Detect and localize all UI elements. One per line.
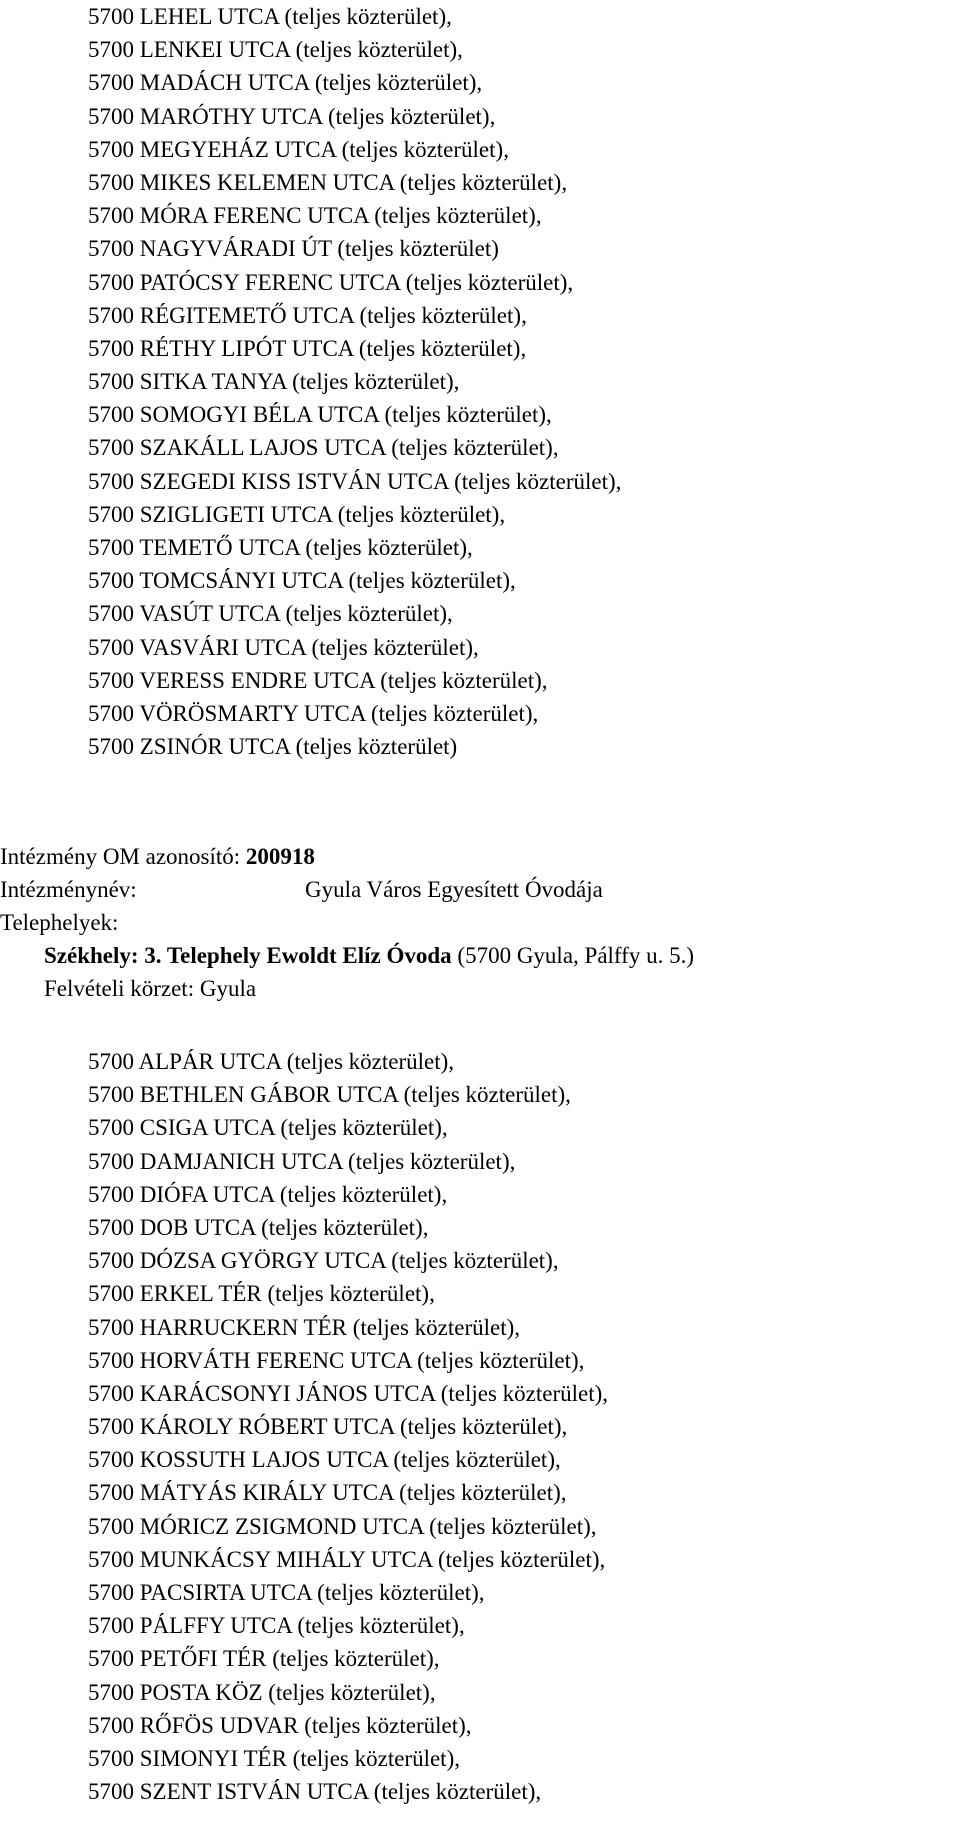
street-list-item: 5700 PÁLFFY UTCA (teljes közterület), <box>88 1613 465 1639</box>
om-id-row <box>0 840 960 873</box>
street-list-item: 5700 TEMETŐ UTCA (teljes közterület), <box>88 535 473 560</box>
street-list-item: 5700 DOB UTCA (teljes közterület), <box>88 1214 429 1240</box>
street-list-item: 5700 HARRUCKERN TÉR (teljes közterület), <box>88 1314 521 1340</box>
street-list-item: 5700 DIÓFA UTCA (teljes közterület), <box>88 1181 448 1207</box>
street-list-item: 5700 DÓZSA GYÖRGY UTCA (teljes közterület), <box>88 1248 559 1274</box>
street-list-item: 5700 RÉTHY LIPÓT UTCA (teljes közterület), <box>88 335 527 361</box>
street-list-item: 5700 BETHLEN GÁBOR UTCA (teljes közterület), <box>88 1082 571 1108</box>
street-list-item: 5700 MARÓTHY UTCA (teljes közterület), <box>88 103 496 129</box>
street-list-item: 5700 MUNKÁCSY MIHÁLY UTCA (teljes közterület), <box>88 1546 606 1572</box>
street-list-item: 5700 MÓRA FERENC UTCA (teljes közterület), <box>88 203 542 229</box>
street-list-item: 5700 VERESS ENDRE UTCA (teljes közterület), <box>88 667 548 693</box>
street-list-item: 5700 LEHEL UTCA (teljes közterület), <box>88 4 452 29</box>
street-list-item: 5700 NAGYVÁRADI ÚT (teljes közterület) <box>88 236 499 262</box>
street-list-item: 5700 ERKEL TÉR (teljes közterület), <box>88 1281 435 1307</box>
street-list-item: 5700 SZIGLIGETI UTCA (teljes közterület), <box>88 501 506 527</box>
institution-name-value: Gyula Város Egyesített Óvodája <box>305 877 603 902</box>
street-list-item: 5700 VÖRÖSMARTY UTCA (teljes közterület), <box>88 700 539 726</box>
street-list-item: 5700 VASÚT UTCA (teljes közterület), <box>88 601 453 627</box>
street-list-item: 5700 RÉGITEMETŐ UTCA (teljes közterület), <box>88 302 527 328</box>
street-list-item: 5700 TOMCSÁNYI UTCA (teljes közterület), <box>88 568 516 594</box>
street-list-item: 5700 LENKEI UTCA (teljes közterület), <box>88 37 463 63</box>
street-list-item: 5700 POSTA KÖZ (teljes közterület), <box>88 1679 436 1705</box>
street-list-top <box>88 0 621 763</box>
street-list-item: 5700 HORVÁTH FERENC UTCA (teljes közterület), <box>88 1347 585 1373</box>
sites-label: Telephelyek: <box>0 910 119 935</box>
street-list-item: 5700 MIKES KELEMEN UTCA (teljes közterület), <box>88 169 568 195</box>
street-list-item: 5700 SOMOGYI BÉLA UTCA (teljes közterület), <box>88 402 552 428</box>
street-list-item: 5700 MÁTYÁS KIRÁLY UTCA (teljes közterület), <box>88 1480 567 1506</box>
street-list-item: 5700 VASVÁRI UTCA (teljes közterület), <box>88 634 479 660</box>
street-list-item: 5700 ZSINÓR UTCA (teljes közterület) <box>88 734 458 760</box>
street-list-item: 5700 SZEGEDI KISS ISTVÁN UTCA (teljes közterület), <box>88 468 622 494</box>
institution-name-label: Intézménynév: <box>0 877 137 902</box>
seat-address: (5700 Gyula, Pálffy u. 5.) <box>451 943 694 968</box>
street-list-item: 5700 PATÓCSY FERENC UTCA (teljes közterület), <box>88 269 574 295</box>
admission-district: Felvételi körzet: Gyula <box>44 976 257 1001</box>
street-list-item: 5700 SZENT ISTVÁN UTCA (teljes közterület), <box>88 1779 542 1805</box>
street-list-item: 5700 DAMJANICH UTCA (teljes közterület), <box>88 1148 516 1174</box>
om-id-label: Intézmény OM azonosító: <box>0 844 246 869</box>
street-list-item: 5700 PETŐFI TÉR (teljes közterület), <box>88 1646 440 1672</box>
street-list-item: 5700 MEGYEHÁZ UTCA (teljes közterület), <box>88 136 509 162</box>
street-list-item: 5700 MADÁCH UTCA (teljes közterület), <box>88 70 483 96</box>
street-list-item: 5700 KÁROLY RÓBERT UTCA (teljes közterület), <box>88 1414 568 1440</box>
institution-name-row <box>0 873 960 906</box>
street-list-item: 5700 KARÁCSONYI JÁNOS UTCA (teljes közterület), <box>88 1380 609 1406</box>
seat-name: Székhely: 3. Telephely Ewoldt Elíz Óvoda <box>44 943 452 968</box>
institution-header <box>0 840 960 1005</box>
street-list-item: 5700 SZAKÁLL LAJOS UTCA (teljes közterület), <box>88 435 559 461</box>
street-list-item: 5700 SIMONYI TÉR (teljes közterület), <box>88 1745 460 1771</box>
street-list-item: 5700 CSIGA UTCA (teljes közterület), <box>88 1115 448 1141</box>
street-list-item: 5700 KOSSUTH LAJOS UTCA (teljes közterület), <box>88 1447 561 1473</box>
street-list-item: 5700 MÓRICZ ZSIGMOND UTCA (teljes közterület), <box>88 1513 597 1539</box>
street-list-bottom <box>88 1045 608 1808</box>
seat-row <box>0 939 960 972</box>
street-list-item: 5700 RŐFÖS UDVAR (teljes közterület), <box>88 1712 472 1738</box>
street-list-item: 5700 ALPÁR UTCA (teljes közterület), <box>88 1049 455 1074</box>
street-list-item: 5700 SITKA TANYA (teljes közterület), <box>88 369 460 395</box>
om-id-value: 200918 <box>245 844 315 869</box>
street-list-item: 5700 PACSIRTA UTCA (teljes közterület), <box>88 1580 485 1605</box>
